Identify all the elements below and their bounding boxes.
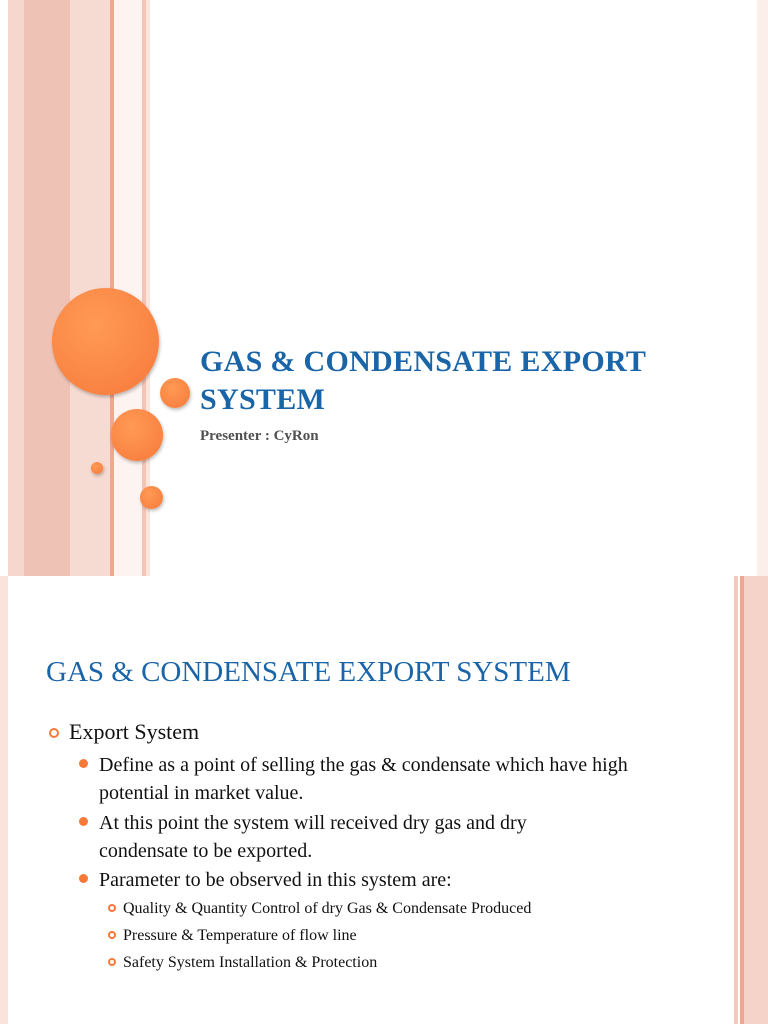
decor-circle-tiny bbox=[91, 462, 103, 474]
ring-bullet-icon bbox=[108, 904, 116, 912]
decor-stripe bbox=[114, 0, 142, 576]
level1-item: Export System bbox=[69, 719, 200, 744]
bullet-item: Parameter to be observed in this system are: bbox=[99, 869, 452, 891]
ring-bullet-icon bbox=[108, 958, 116, 966]
decor-circle-large bbox=[52, 288, 159, 395]
decor-circle-small bbox=[160, 378, 190, 408]
bullet-item: Define as a point of selling the gas & condensate which have high potential in market value. bbox=[99, 754, 628, 804]
ring-bullet-icon bbox=[108, 931, 116, 939]
slide-title: GAS & CONDENSATE EXPORT SYSTEM bbox=[200, 345, 646, 416]
decor-stripe bbox=[24, 0, 70, 576]
decor-circle-small bbox=[140, 486, 163, 509]
decor-circle-medium bbox=[111, 409, 163, 461]
content-slide bbox=[0, 576, 768, 1024]
decor-stripe bbox=[734, 576, 738, 1024]
dot-bullet-icon bbox=[79, 817, 88, 826]
decor-stripe bbox=[744, 576, 768, 1024]
sub-bullet-item: Quality & Quantity Control of dry Gas & Condensate Produced bbox=[123, 900, 532, 917]
dot-bullet-icon bbox=[79, 759, 88, 768]
decor-stripe bbox=[8, 0, 24, 576]
dot-bullet-icon bbox=[79, 874, 88, 883]
decor-stripe bbox=[0, 576, 8, 1024]
sub-bullet-item: Pressure & Temperature of flow line bbox=[123, 927, 357, 944]
slide-title: GAS & CONDENSATE EXPORT SYSTEM bbox=[46, 656, 571, 688]
bullet-item: At this point the system will received dry gas and dry condensate to be exported. bbox=[99, 812, 527, 862]
presenter-subtitle: Presenter : CyRon bbox=[200, 428, 319, 444]
decor-stripe bbox=[757, 0, 768, 576]
ring-bullet-icon bbox=[49, 728, 59, 738]
sub-bullet-item: Safety System Installation & Protection bbox=[123, 954, 378, 971]
